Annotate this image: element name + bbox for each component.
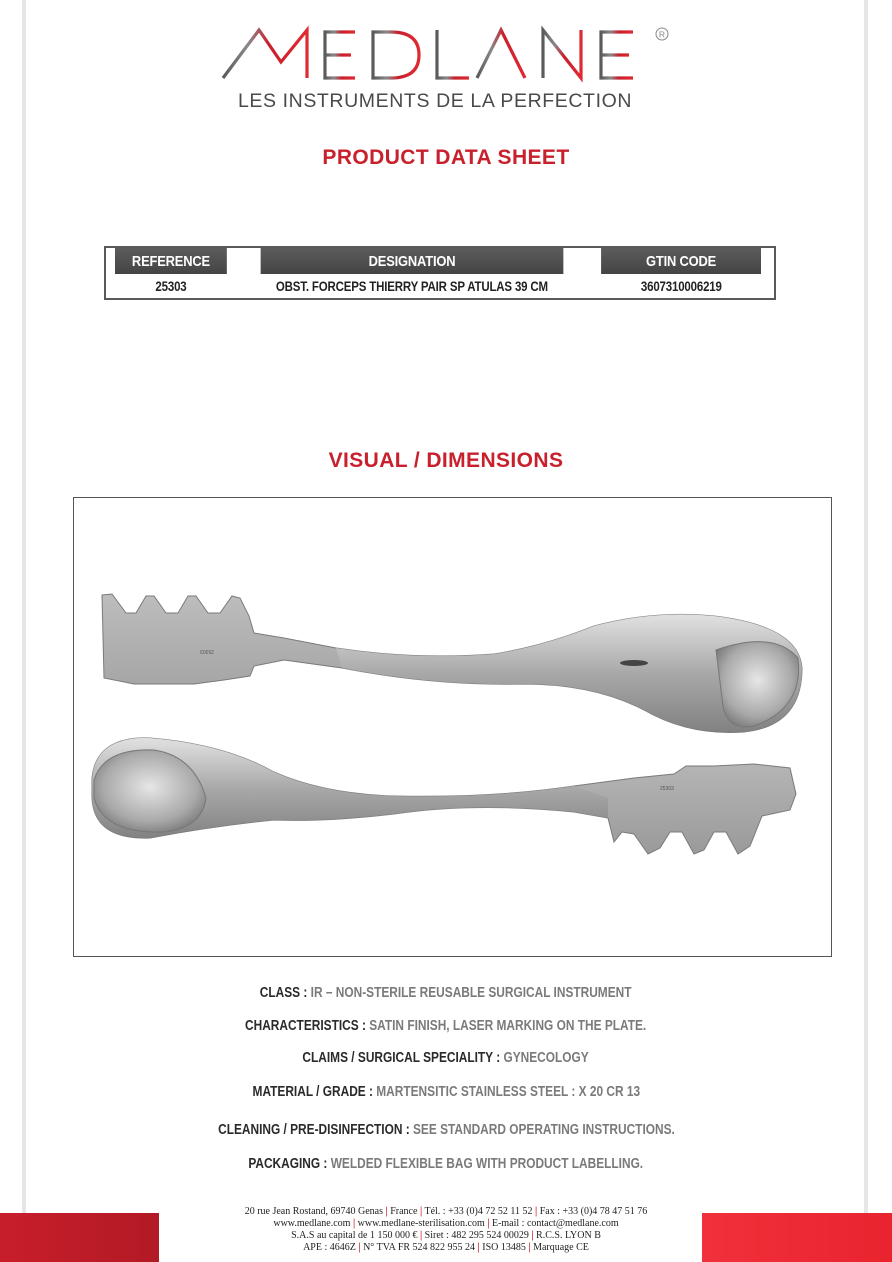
svg-text:25303: 25303: [660, 786, 674, 792]
footer-company-info: [0, 1206, 892, 1254]
table-header-row: [105, 247, 775, 274]
footer-address-line: 20 rue Jean Rostand, 69740 Genas | France | Tél. : +33 (0)4 72 52 11 52 | Fax : +33 (0)4 78 47 51 76: [244, 1206, 648, 1217]
footer-email-link[interactable]: E-mail : contact@medlane.com: [489, 1218, 619, 1229]
header-designation: DESIGNATION: [261, 247, 564, 274]
footer-sterilisation-link[interactable]: www.medlane-sterilisation.com: [355, 1218, 488, 1229]
product-data-sheet-title: PRODUCT DATA SHEET: [322, 146, 570, 169]
page-frame-right: [864, 0, 868, 1218]
detail-cleaning-value: SEE STANDARD OPERATING INSTRUCTIONS.: [412, 1122, 675, 1138]
detail-cleaning-label: CLEANING / PRE-DISINFECTION :: [217, 1122, 413, 1138]
cell-designation: OBST. FORCEPS THIERRY PAIR SP ATULAS 39 CM: [275, 278, 549, 294]
footer-registration-line: APE : 4646Z | N° TVA FR 524 822 955 24 | ISO 13485 | Marquage CE: [303, 1242, 589, 1253]
registered-mark: R: [658, 29, 666, 40]
detail-cleaning: [0, 1122, 892, 1138]
detail-characteristics: [0, 1018, 892, 1034]
upper-forceps-blade: [102, 594, 802, 733]
detail-class-value: IR – NON-STERILE REUSABLE SURGICAL INSTRUMENT: [311, 985, 632, 1001]
cell-gtin-code: 3607310006219: [640, 278, 722, 294]
detail-packaging: [0, 1156, 892, 1172]
header-reference: REFERENCE: [114, 247, 227, 274]
detail-characteristics-label: CHARACTERISTICS :: [245, 1018, 370, 1034]
cell-reference: 25303: [155, 278, 187, 294]
detail-material-label: MATERIAL / GRADE :: [252, 1084, 376, 1100]
detail-material: [0, 1084, 892, 1100]
brand-tagline: LES INSTRUMENTS DE LA PERFECTION: [237, 90, 633, 112]
detail-claims-label: CLAIMS / SURGICAL SPECIALITY :: [302, 1050, 504, 1066]
table-row: [105, 274, 775, 299]
footer-legal-line: S.A.S au capital de 1 150 000 € | Siret : 482 295 524 00029 | R.C.S. LYON B: [291, 1230, 601, 1241]
detail-claims: [0, 1050, 892, 1066]
detail-packaging-label: PACKAGING :: [248, 1156, 331, 1172]
product-visual-frame: [73, 497, 832, 957]
detail-class: [0, 985, 892, 1001]
detail-packaging-value: WELDED FLEXIBLE BAG WITH PRODUCT LABELLING.: [330, 1156, 644, 1172]
lower-forceps-blade: [92, 738, 796, 854]
footer-website-link[interactable]: www.medlane.com: [273, 1218, 353, 1229]
detail-claims-value: GYNECOLOGY: [503, 1050, 590, 1066]
detail-material-value: MARTENSITIC STAINLESS STEEL : X 20 CR 13: [375, 1084, 640, 1100]
product-reference-table: [104, 246, 776, 300]
page-frame-left: [22, 0, 26, 1218]
footer-web-line: www.medlane.com | www.medlane-sterilisation.com | E-mail : contact@medlane.com: [273, 1218, 619, 1229]
detail-class-label: CLASS :: [260, 985, 312, 1001]
detail-characteristics-value: SATIN FINISH, LASER MARKING ON THE PLATE.: [369, 1018, 647, 1034]
forceps-illustration: [74, 498, 830, 955]
visual-dimensions-title: VISUAL / DIMENSIONS: [328, 449, 564, 472]
svg-text:25303: 25303: [200, 648, 214, 654]
header-gtin-code: GTIN CODE: [601, 247, 762, 274]
